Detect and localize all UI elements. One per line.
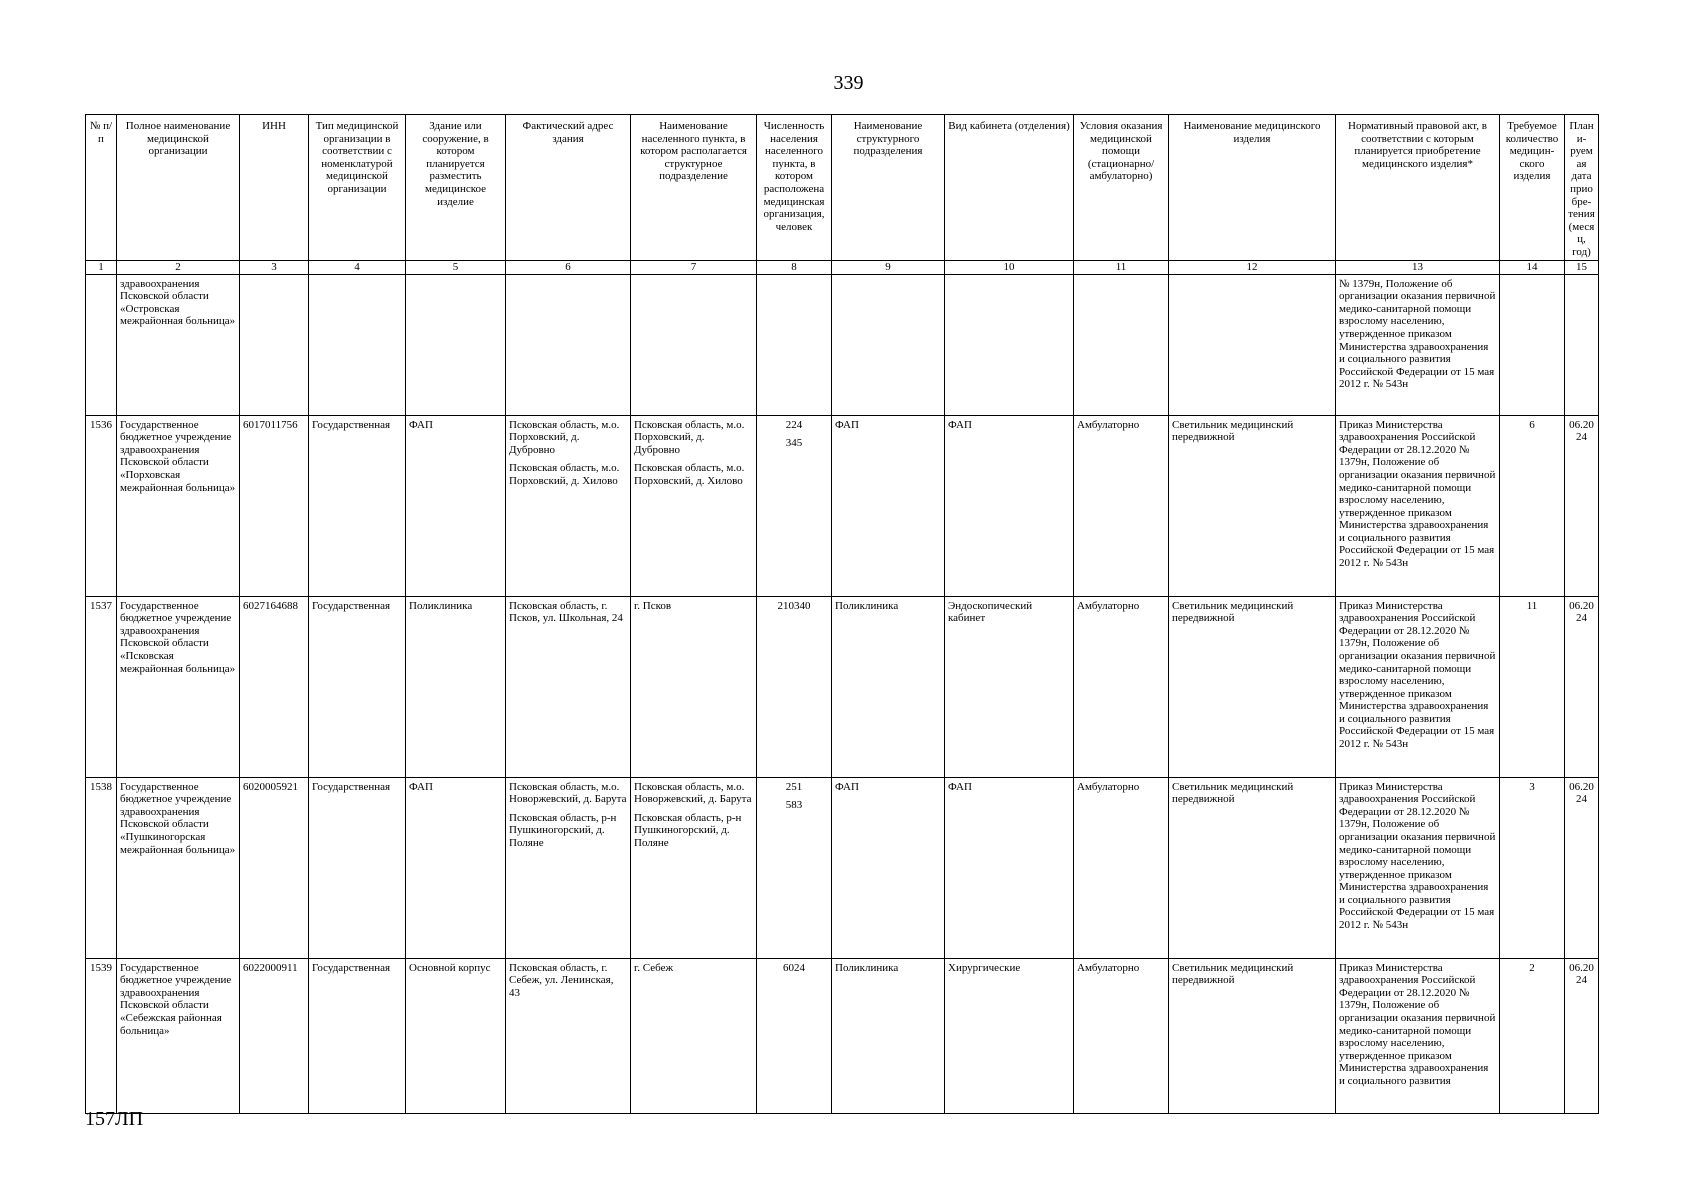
- header-date: Плани-руемая дата приобре-тения (месяц, год): [1565, 115, 1599, 261]
- table-row: [86, 415, 1599, 596]
- column-number: 1: [86, 260, 117, 274]
- header-device: Наименование медицинского изделия: [1169, 115, 1336, 261]
- address-line: Псковская область, р-н Пушкиногорский, д. Поляне: [509, 811, 617, 849]
- cell-cabinet: Хирургические: [945, 958, 1074, 1113]
- column-number: 3: [240, 260, 309, 274]
- cell-unit: Поликлиника: [832, 958, 945, 1113]
- header-unit: Наименование структурного подразделения: [832, 115, 945, 261]
- cell-unit: Поликлиника: [832, 596, 945, 777]
- page-number: 339: [833, 72, 864, 94]
- header-act: Нормативный правовой акт, в соответствии с которым планируется приобретение медицинского изделия*: [1336, 115, 1500, 261]
- cell-address: [506, 777, 631, 958]
- cell-act: Приказ Министерства здравоохранения Российской Федерации от 28.12.2020 № 1379н, Положение об организации оказания первичной медико-санитарной помощи взрослому населению, утвержденное приказом Министерства здравоохранения и социального развития Российской Федерации от 15 мая 2012 г. № 543н: [1336, 415, 1500, 596]
- registry-table: [85, 114, 1599, 1114]
- locality-line: Псковская область, р-н Пушкиногорский, д. Поляне: [634, 811, 742, 849]
- cell-conditions: Амбулаторно: [1074, 596, 1169, 777]
- cell-unit: ФАП: [832, 415, 945, 596]
- column-number: 5: [406, 260, 506, 274]
- column-number: 2: [117, 260, 240, 274]
- cell-org: здравоохранения Псковской области «Островская межрайонная больница»: [117, 274, 240, 415]
- cell-locality: [631, 958, 757, 1113]
- cell-date: 06.2024: [1565, 415, 1599, 596]
- table-row: [86, 958, 1599, 1113]
- header-locality: Наименование населенного пункта, в котором располагается структурное подразделение: [631, 115, 757, 261]
- cell-address: [506, 596, 631, 777]
- cell-date: 06.2024: [1565, 958, 1599, 1113]
- cell-num: 1538: [86, 777, 117, 958]
- column-number: 8: [757, 260, 832, 274]
- cell-num: 1537: [86, 596, 117, 777]
- cell-qty: 11: [1500, 596, 1565, 777]
- address-line: Псковская область, м.о. Новоржевский, д. Барута: [509, 780, 627, 806]
- cell-locality: [631, 777, 757, 958]
- header-building: Здание или сооружение, в котором планируется разместить медицинское изделие: [406, 115, 506, 261]
- header-cabinet: Вид кабинета (отделения): [945, 115, 1074, 261]
- cell-num: 1539: [86, 958, 117, 1113]
- population-value: 251: [785, 780, 803, 793]
- table-row: [86, 777, 1599, 958]
- cell-building: Основной корпус: [406, 958, 506, 1113]
- column-number: 10: [945, 260, 1074, 274]
- cell-conditions: Амбулаторно: [1074, 777, 1169, 958]
- cell-population: [757, 415, 832, 596]
- cell-building: ФАП: [406, 777, 506, 958]
- cell-conditions: Амбулаторно: [1074, 415, 1169, 596]
- population-value: 345: [785, 437, 803, 450]
- locality-line: г. Себеж: [634, 961, 674, 974]
- header-type: Тип медицинской организации в соответствии с номенклатурой медицинской организации: [309, 115, 406, 261]
- cell-qty: 3: [1500, 777, 1565, 958]
- header-conditions: Условия оказания медицинской помощи (стационарно/ амбулаторно): [1074, 115, 1169, 261]
- cell-inn: 6020005921: [240, 777, 309, 958]
- cell-cabinet: ФАП: [945, 777, 1074, 958]
- cell-device: Светильник медицинский передвижной: [1169, 415, 1336, 596]
- column-number-row: [86, 260, 1599, 274]
- cell-org: Государственное бюджетное учреждение здравоохранения Псковской области «Порховская межрайонная больница»: [117, 415, 240, 596]
- cell-qty: 6: [1500, 415, 1565, 596]
- address-line: Псковская область, г. Псков, ул. Школьная, 24: [509, 599, 623, 625]
- cell-inn: 6017011756: [240, 415, 309, 596]
- table-row: [86, 596, 1599, 777]
- locality-line: г. Псков: [634, 599, 672, 612]
- cell-population: [757, 958, 832, 1113]
- cell-num: 1536: [86, 415, 117, 596]
- cell-act: Приказ Министерства здравоохранения Российской Федерации от 28.12.2020 № 1379н, Положение об организации оказания первичной медико-санитарной помощи взрослому населению, утвержденное приказом Министерства здравоохранения и социального развития Российской Федерации от 15 мая 2012 г. № 543н: [1336, 777, 1500, 958]
- cell-address: [506, 958, 631, 1113]
- cell-address: [506, 415, 631, 596]
- population-value: 210340: [777, 599, 811, 612]
- population-value: 6024: [783, 961, 805, 974]
- header-num: № п/п: [86, 115, 117, 261]
- cell-type: Государственная: [309, 415, 406, 596]
- header-address: Фактический адрес здания: [506, 115, 631, 261]
- header-qty: Требуемое количество медицин-ского изделия: [1500, 115, 1565, 261]
- header-org: Полное наименование медицинской организации: [117, 115, 240, 261]
- locality-line: Псковская область, м.о. Новоржевский, д. Барута: [634, 780, 752, 806]
- cell-inn: 6022000911: [240, 958, 309, 1113]
- header-inn: ИНН: [240, 115, 309, 261]
- cell-act: Приказ Министерства здравоохранения Российской Федерации от 28.12.2020 № 1379н, Положение об организации оказания первичной медико-санитарной помощи взрослому населению, утвержденное приказом Министерства здравоохранения и социального развития Российской Федерации от 15 мая 2012 г. № 543н: [1336, 596, 1500, 777]
- cell-building: Поликлиника: [406, 596, 506, 777]
- document-code: 157ЛП: [85, 1108, 144, 1130]
- address-line: Псковская область, г. Себеж, ул. Ленинская, 43: [509, 961, 614, 999]
- cell-act: № 1379н, Положение об организации оказания первичной медико-санитарной помощи взрослому населению, утвержденное приказом Министерства здравоохранения и социального развития Российской Федерации от 15 мая 2012 г. № 543н: [1336, 274, 1500, 415]
- population-value: 224: [785, 418, 803, 431]
- column-number: 11: [1074, 260, 1169, 274]
- cell-date: 06.2024: [1565, 777, 1599, 958]
- cell-inn: 6027164688: [240, 596, 309, 777]
- cell-cabinet: ФАП: [945, 415, 1074, 596]
- cell-type: Государственная: [309, 777, 406, 958]
- cell-conditions: Амбулаторно: [1074, 958, 1169, 1113]
- cell-cabinet: Эндоскопический кабинет: [945, 596, 1074, 777]
- column-number: 14: [1500, 260, 1565, 274]
- column-number: 7: [631, 260, 757, 274]
- column-number: 15: [1565, 260, 1599, 274]
- cell-device: Светильник медицинский передвижной: [1169, 596, 1336, 777]
- cell-locality: [631, 415, 757, 596]
- cell-population: [757, 596, 832, 777]
- cell-org: Государственное бюджетное учреждение здравоохранения Псковской области «Пушкиногорская межрайонная больница»: [117, 777, 240, 958]
- column-number: 4: [309, 260, 406, 274]
- cell-device: Светильник медицинский передвижной: [1169, 777, 1336, 958]
- cell-type: Государственная: [309, 958, 406, 1113]
- locality-line: Псковская область, м.о. Порховский, д. Хилово: [634, 462, 745, 487]
- column-number: 6: [506, 260, 631, 274]
- cell-device: Светильник медицинский передвижной: [1169, 958, 1336, 1113]
- cell-qty: 2: [1500, 958, 1565, 1113]
- column-number: 12: [1169, 260, 1336, 274]
- locality-line: Псковская область, м.о. Порховский, д. Дубровно: [634, 418, 745, 456]
- cell-unit: ФАП: [832, 777, 945, 958]
- address-line: Псковская область, м.о. Порховский, д. Хилово: [509, 462, 620, 487]
- cell-act: Приказ Министерства здравоохранения Российской Федерации от 28.12.2020 № 1379н, Положение об организации оказания первичной медико-санитарной помощи взрослому населению, утвержденное приказом Министерства здравоохранения и социального развития: [1336, 958, 1500, 1113]
- cell-date: 06.2024: [1565, 596, 1599, 777]
- cell-building: ФАП: [406, 415, 506, 596]
- cell-type: Государственная: [309, 596, 406, 777]
- cell-org: Государственное бюджетное учреждение здравоохранения Псковской области «Псковская межрайонная больница»: [117, 596, 240, 777]
- population-value: 583: [785, 799, 803, 812]
- column-number: 13: [1336, 260, 1500, 274]
- header-population: Численность населения населенного пункта, в котором расположена медицинская организация, человек: [757, 115, 832, 261]
- column-number: 9: [832, 260, 945, 274]
- cell-locality: [631, 596, 757, 777]
- header-row: [86, 115, 1599, 261]
- cell-org: Государственное бюджетное учреждение здравоохранения Псковской области «Себежская районная больница»: [117, 958, 240, 1113]
- cell-population: [757, 777, 832, 958]
- address-line: Псковская область, м.о. Порховский, д. Дубровно: [509, 418, 620, 456]
- table-row-continuation: [86, 274, 1599, 415]
